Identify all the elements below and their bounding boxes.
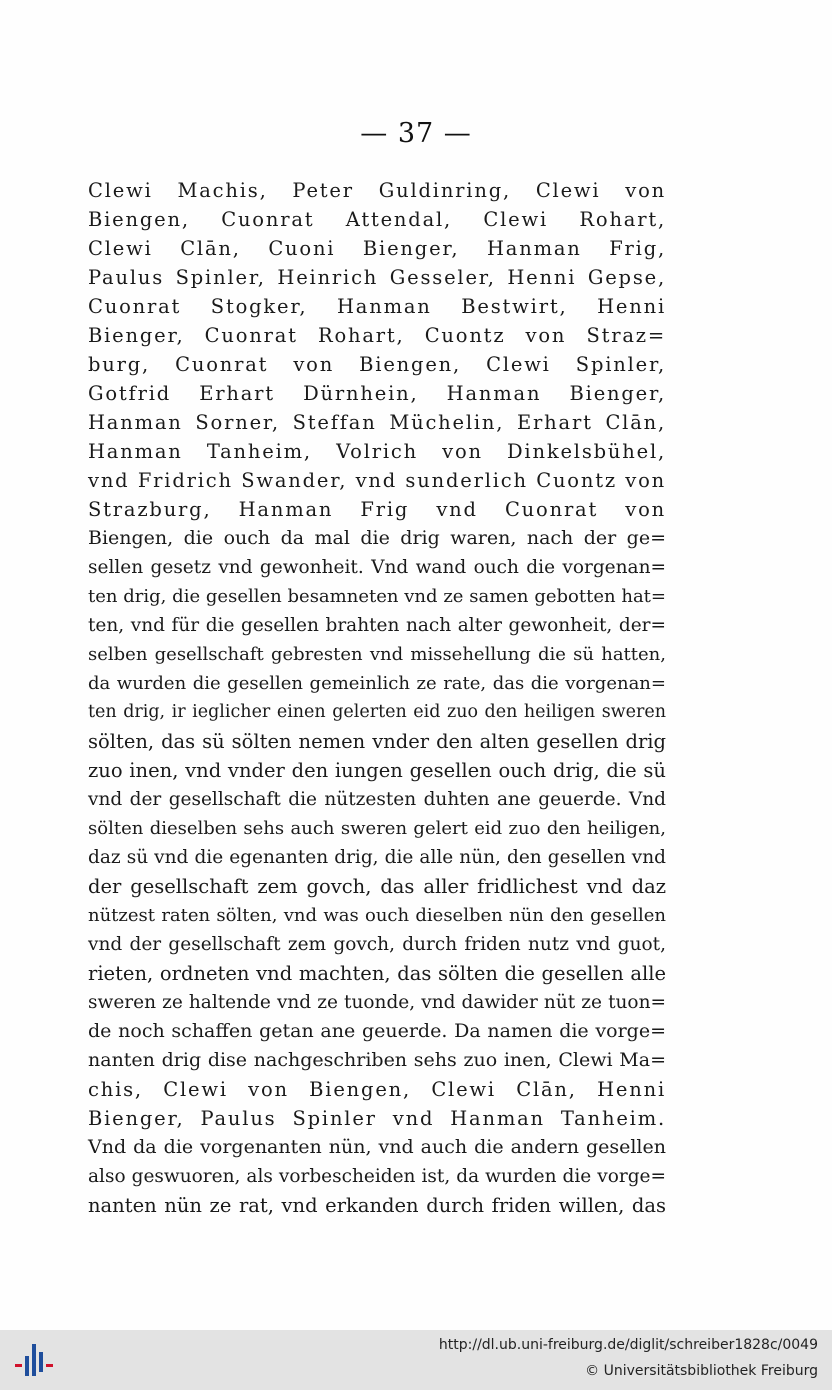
- page-number: — 37 —: [360, 118, 472, 149]
- text-line: also geswuoren, als vorbescheiden ist, da wurden die vorge=: [88, 1166, 666, 1187]
- copyright-notice: © Universitätsbibliothek Freiburg: [585, 1363, 818, 1379]
- text-line: Hanman Sorner, Steffan Müchelin, Erhart Clān,: [88, 411, 666, 434]
- text-line: da wurden die gesellen gemeinlich ze rate, das die vorgenan=: [88, 673, 666, 694]
- body-text: [88, 176, 666, 1220]
- text-line: burg, Cuonrat von Biengen, Clewi Spinler,: [88, 353, 666, 376]
- text-line: vnd Fridrich Swander, vnd sunderlich Cuontz von: [88, 469, 666, 492]
- text-line: der gesellschaft zem govch, das aller fridlichest vnd daz: [88, 875, 666, 898]
- source-url-link[interactable]: http://dl.ub.uni-freiburg.de/diglit/schreiber1828c/0049: [438, 1337, 818, 1353]
- text-line: Bienger, Cuonrat Rohart, Cuontz von Straz=: [88, 324, 666, 347]
- text-line: Cuonrat Stogker, Hanman Bestwirt, Henni: [88, 295, 666, 318]
- text-line: zuo inen, vnd vnder den iungen gesellen ouch drig, die sü: [88, 759, 666, 782]
- text-line: sweren ze haltende vnd ze tuonde, vnd dawider nüt ze tuon=: [88, 992, 666, 1013]
- text-line: nanten nün ze rat, vnd erkanden durch friden willen, das: [88, 1194, 666, 1217]
- text-line: sellen gesetz vnd gewonheit. Vnd wand ouch die vorgenan=: [88, 557, 666, 578]
- text-line: Vnd da die vorgenanten nün, vnd auch die andern gesellen: [88, 1136, 666, 1158]
- text-line: ten, vnd für die gesellen brahten nach alter gewonheit, der=: [88, 615, 666, 636]
- text-line: Clewi Clān, Cuoni Bienger, Hanman Frig,: [88, 237, 666, 260]
- text-line: nanten drig dise nachgeschriben sehs zuo inen, Clewi Ma=: [88, 1049, 666, 1071]
- text-line: Hanman Tanheim, Volrich von Dinkelsbühel,: [88, 440, 666, 463]
- text-line: de noch schaffen getan ane geuerde. Da namen die vorge=: [88, 1020, 666, 1042]
- text-line: sölten dieselben sehs auch sweren gelert eid zuo den heiligen,: [88, 818, 666, 839]
- text-line: Gotfrid Erhart Dürnhein, Hanman Bienger,: [88, 382, 666, 405]
- text-line: ten drig, ir ieglicher einen gelerten eid zuo den heiligen sweren: [88, 702, 666, 722]
- text-line: vnd der gesellschaft zem govch, durch friden nutz vnd guot,: [88, 934, 666, 955]
- footer-bar: [0, 1330, 832, 1390]
- text-line: chis, Clewi von Biengen, Clewi Clān, Henni: [88, 1078, 666, 1101]
- text-line: Bienger, Paulus Spinler vnd Hanman Tanheim.: [88, 1107, 666, 1130]
- text-line: vnd der gesellschaft die nützesten duhten ane geuerde. Vnd: [88, 789, 666, 810]
- text-line: rieten, ordneten vnd machten, das sölten die gesellen alle: [88, 962, 666, 985]
- text-line: selben gesellschaft gebresten vnd missehellung die sü hatten,: [88, 644, 666, 665]
- text-line: ten drig, die gesellen besamneten vnd ze samen gebotten hat=: [88, 586, 666, 607]
- text-line: Paulus Spinler, Heinrich Gesseler, Henni Gepse,: [88, 266, 666, 289]
- text-line: sölten, das sü sölten nemen vnder den alten gesellen drig: [88, 730, 666, 753]
- text-line: nützest raten sölten, vnd was ouch dieselben nün den gesellen: [88, 905, 666, 926]
- text-line: daz sü vnd die egenanten drig, die alle nün, den gesellen vnd: [88, 847, 666, 868]
- ub-freiburg-logo-icon: [12, 1338, 56, 1382]
- text-line: Biengen, die ouch da mal die drig waren, nach der ge=: [88, 527, 666, 549]
- text-line: Clewi Machis, Peter Guldinring, Clewi von: [88, 179, 666, 202]
- text-line: Biengen, Cuonrat Attendal, Clewi Rohart,: [88, 208, 666, 231]
- text-line: Strazburg, Hanman Frig vnd Cuonrat von: [88, 498, 666, 521]
